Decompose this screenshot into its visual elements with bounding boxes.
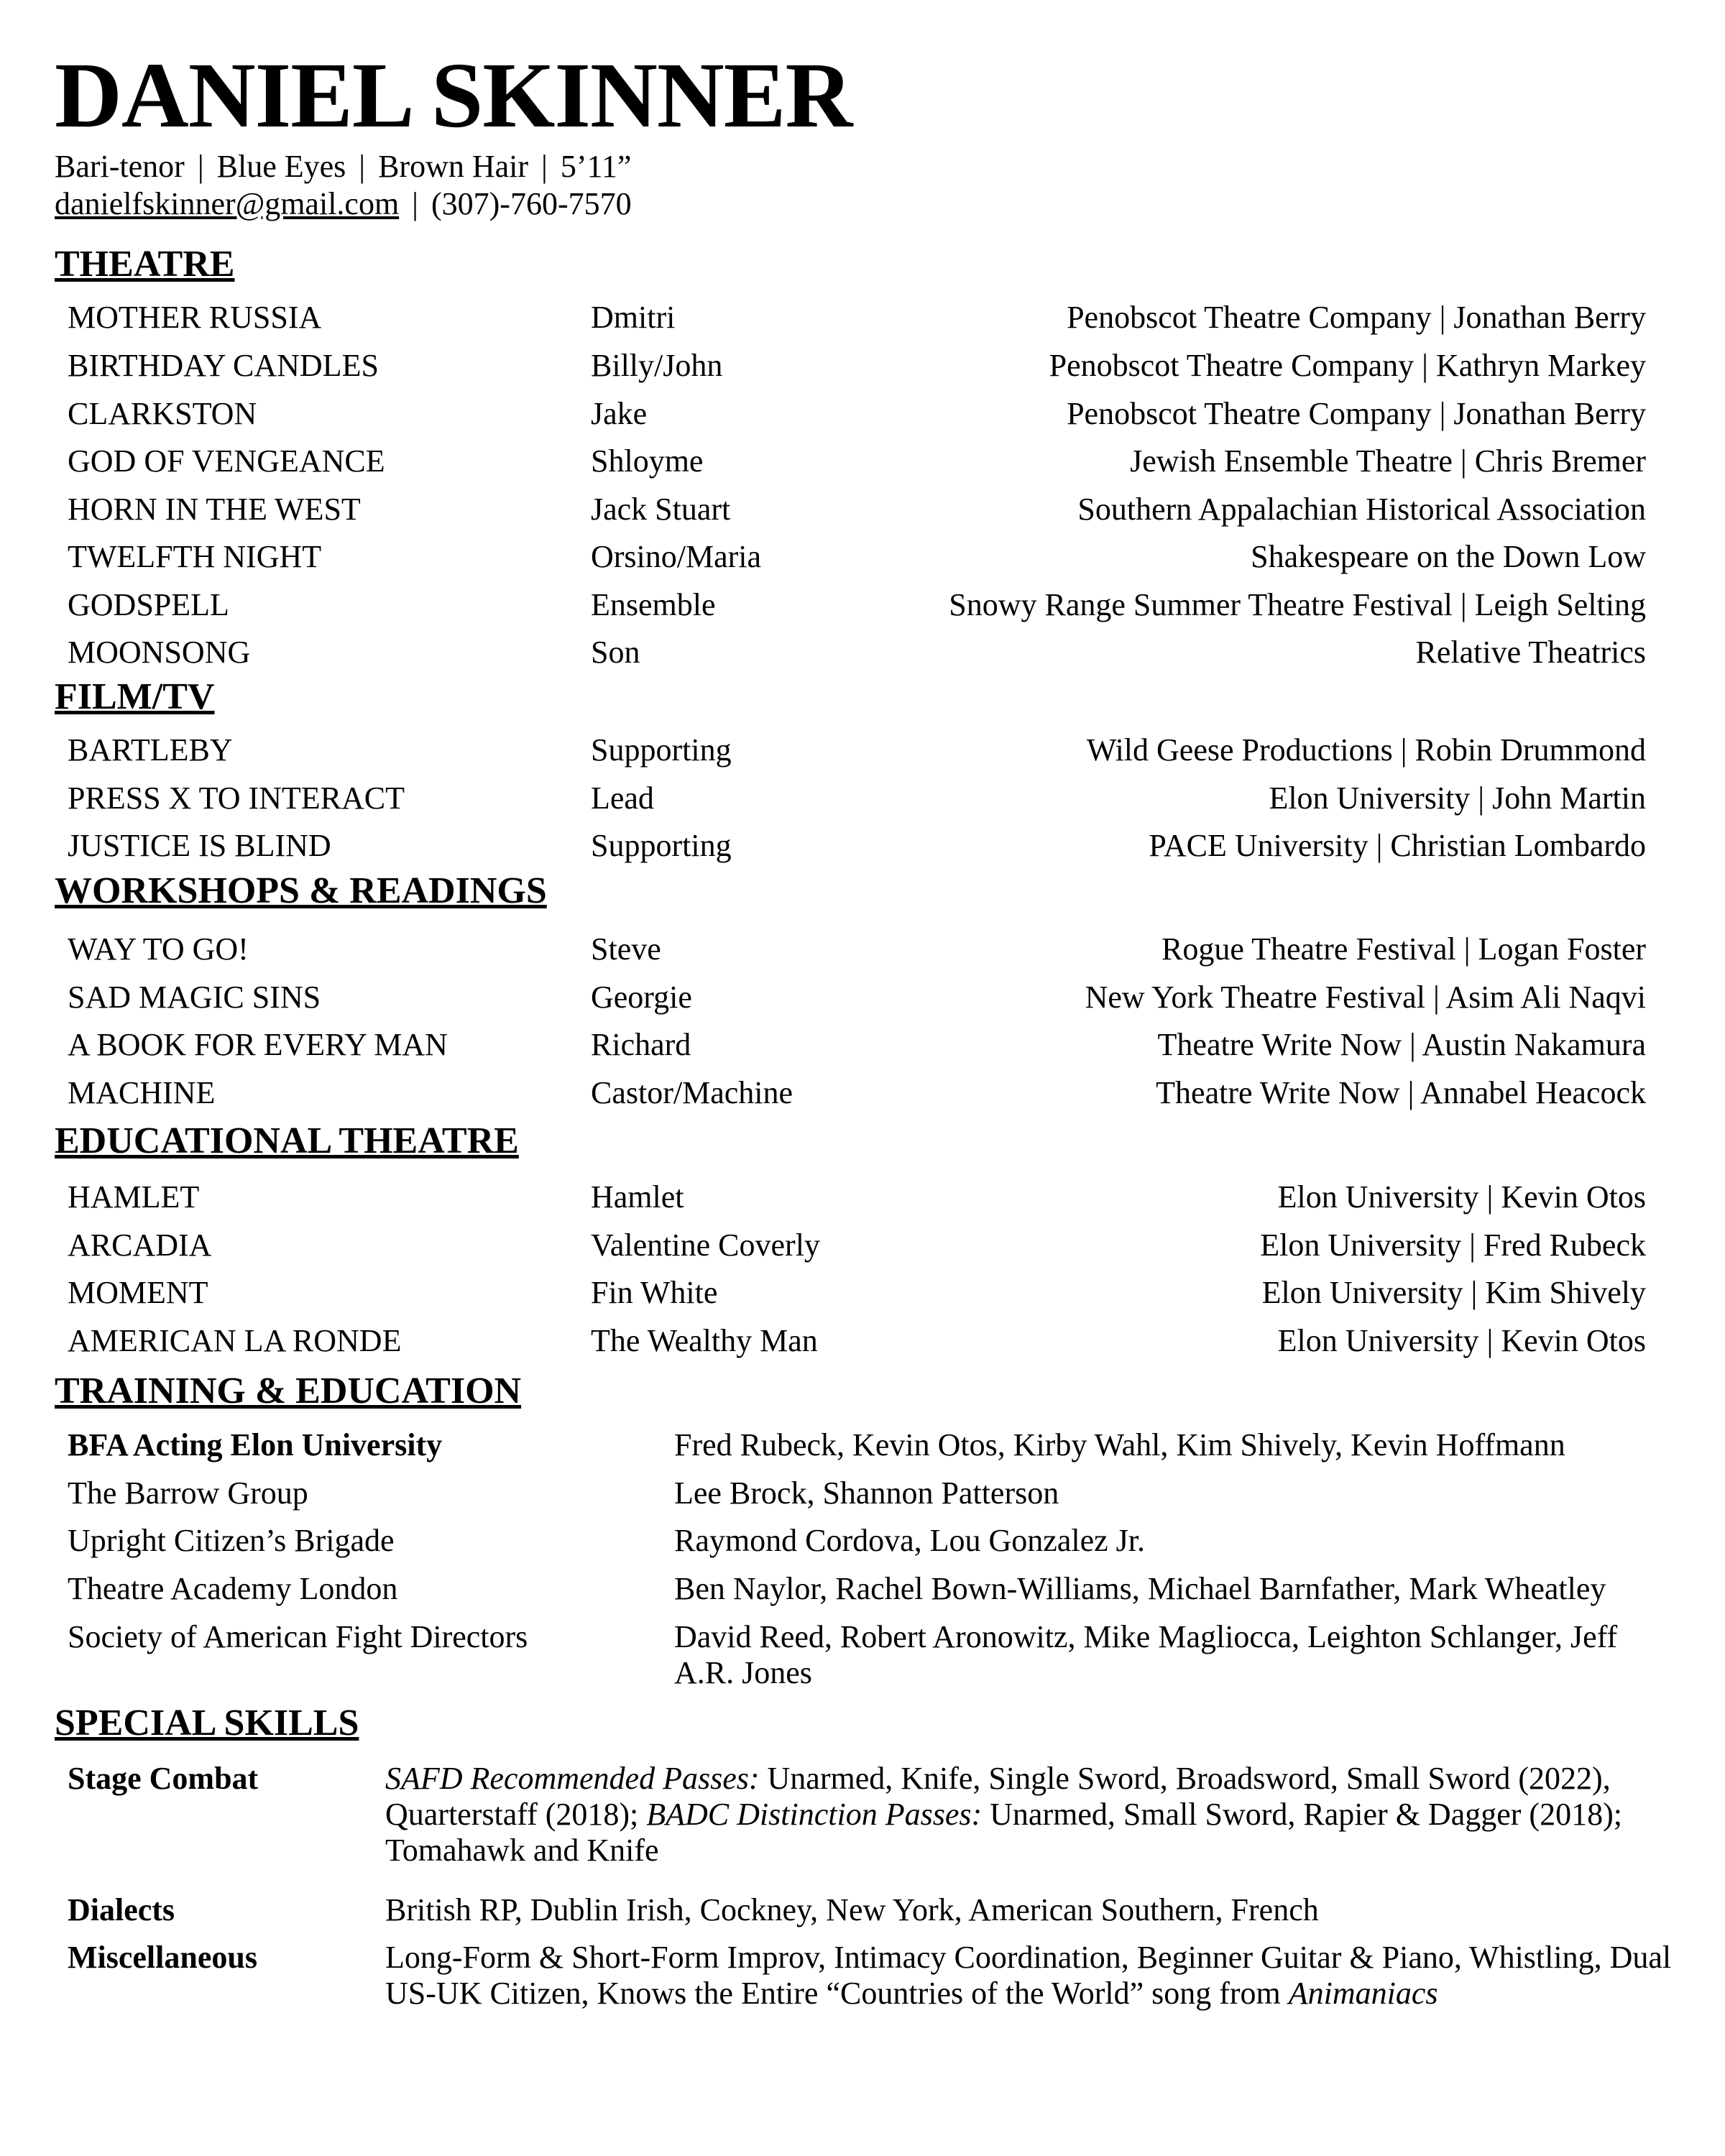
- section-heading-training: TRAINING & EDUCATION: [55, 1370, 522, 1411]
- section-heading-workshops: WORKSHOPS & READINGS: [55, 870, 547, 911]
- credit-row: HAMLET Hamlet Elon University | Kevin Otos: [68, 1179, 1646, 1215]
- section-heading-educational-theatre: EDUCATIONAL THEATRE: [55, 1120, 519, 1161]
- section-heading-theatre: THEATRE: [55, 244, 235, 285]
- section-heading-special-skills: SPECIAL SKILLS: [55, 1703, 359, 1743]
- credit-row: MACHINE Castor/Machine Theatre Write Now | Annabel Heacock: [68, 1075, 1646, 1110]
- credit-row: CLARKSTON Jake Penobscot Theatre Company | Jonathan Berry: [68, 396, 1646, 431]
- section-heading-film-tv: FILM/TV: [55, 676, 215, 717]
- credit-row: MOTHER RUSSIA Dmitri Penobscot Theatre Company | Jonathan Berry: [68, 300, 1646, 335]
- physical-attributes: Bari-tenor | Blue Eyes | Brown Hair | 5’11”: [55, 149, 632, 184]
- credit-row: WAY TO GO! Steve Rogue Theatre Festival | Logan Foster: [68, 931, 1646, 967]
- voice-type: Bari-tenor: [55, 149, 185, 184]
- credit-row: GODSPELL Ensemble Snowy Range Summer Theatre Festival | Leigh Selting: [68, 587, 1646, 622]
- credit-row: SAD MAGIC SINS Georgie New York Theatre Festival | Asim Ali Naqvi: [68, 980, 1646, 1015]
- credit-row: A BOOK FOR EVERY MAN Richard Theatre Write Now | Austin Nakamura: [68, 1027, 1646, 1062]
- credit-row: PRESS X TO INTERACT Lead Elon University | John Martin: [68, 780, 1646, 816]
- credit-row: AMERICAN LA RONDE The Wealthy Man Elon University | Kevin Otos: [68, 1323, 1646, 1358]
- credit-row: JUSTICE IS BLIND Supporting PACE University | Christian Lombardo: [68, 828, 1646, 863]
- credit-row: HORN IN THE WEST Jack Stuart Southern Appalachian Historical Association: [68, 492, 1646, 527]
- credit-row: GOD OF VENGEANCE Shloyme Jewish Ensemble Theatre | Chris Bremer: [68, 443, 1646, 479]
- phone-number: (307)-760-7570: [431, 186, 632, 221]
- credit-row: BARTLEBY Supporting Wild Geese Productions | Robin Drummond: [68, 732, 1646, 768]
- email-link[interactable]: danielfskinner@gmail.com: [55, 186, 400, 221]
- credit-row: BIRTHDAY CANDLES Billy/John Penobscot Theatre Company | Kathryn Markey: [68, 348, 1646, 383]
- hair-color: Brown Hair: [378, 149, 529, 184]
- credit-row: ARCADIA Valentine Coverly Elon University | Fred Rubeck: [68, 1227, 1646, 1263]
- credit-row: MOONSONG Son Relative Theatrics: [68, 635, 1646, 670]
- height: 5’11”: [560, 149, 632, 184]
- contact-info: danielfskinner@gmail.com | (307)-760-7570: [55, 186, 632, 221]
- eye-color: Blue Eyes: [216, 149, 346, 184]
- applicant-name: DANIEL SKINNER: [55, 44, 852, 147]
- credit-row: TWELFTH NIGHT Orsino/Maria Shakespeare on the Down Low: [68, 539, 1646, 574]
- resume-page: DANIEL SKINNER Bari-tenor | Blue Eyes | Brown Hair | 5’11” danielfskinner@gmail.com | (307)-760-7570 THEATRE MOTHER RUSSIA Dmitri Penobscot Theatre Company | Jonathan Berry BIRTHDAY CANDLES Billy/John Penobscot Theatre Company | Kathryn Markey CLARKSTON Jake Penobscot Theatre Company | Jonathan Berry GOD OF VENGEANCE Shloyme Jewish Ensemble Theatre | Chris Bremer HORN IN THE WEST Jack Stuart Southern Appalachian Historical Association TWELFTH NIGHT Orsino/Maria Shakespeare on the Down Low GODSPELL Ensemble Snowy Range Summer Theatre Festival | Leigh Selting MOONSONG Son Relative Theatrics FILM/TV BARTLEBY Supporting Wild Geese Productions | Robin Drummond PRESS X TO INTERACT Lead Elon University | John Martin JUSTICE IS BLIND Supporting PACE University | Christian Lombardo WORKSHOPS & READINGS WAY TO GO! Steve Rogue Theatre Festival | Logan Foster SAD MAGIC SINS Georgie New York Theatre Festival | Asim Ali Naqvi A BOOK FOR EVERY MAN Richard Theatre Write Now | Austin Nakamura MACHINE Castor/Machine Theatre Write Now | Annabel Heacock EDUCATIONAL THEATRE HAMLET Hamlet Elon University | Kevin Otos ARCADIA Valentine Coverly Elon University | Fred Rubeck MOMENT Fin White Elon University | Kim Shively AMERICAN LA RONDE The Wealthy Man Elon University | Kevin Otos TRAINING & EDUCATION BFA Acting Elon University Fred Rubeck, Kevin Otos, Kirby Wahl, Kim Shively, Kevin Hoffmann The Barrow Group Lee Brock, Shannon Patterson Upright Citizen’s Brigade Raymond Cordova, Lou Gonzalez Jr. Theatre Academy London Ben Naylor, Rachel Bown-Williams, Michael Barnfather, Mark Wheatley Society of American Fight Directors David Reed, Robert Aronowitz, Mike Magliocca, Leighton Schlanger, Jeff A.R. Jones SPECIAL SKILLS Stage Combat SAFD Recommended Passes: Unarmed, Knife, Single Sword, Broadsword, Small Sword (2022), Quarterstaff (2018); BADC Distinction Passes: Unarmed, Small Sword, Rapier & Dagger (2018); Tomahawk and Knife Dialects British RP, Dublin Irish, Cockney, New York, American Southern, French Miscellaneous Long-Form & Short-Form Improv, Intimacy Coordination, Beginner Guitar & Piano, Whistling, Dual US-UK Citizen, Knows the Entire “Countries of the World” song from Animaniacs: [0, 0, 1725, 2156]
- credit-row: MOMENT Fin White Elon University | Kim Shively: [68, 1275, 1646, 1310]
